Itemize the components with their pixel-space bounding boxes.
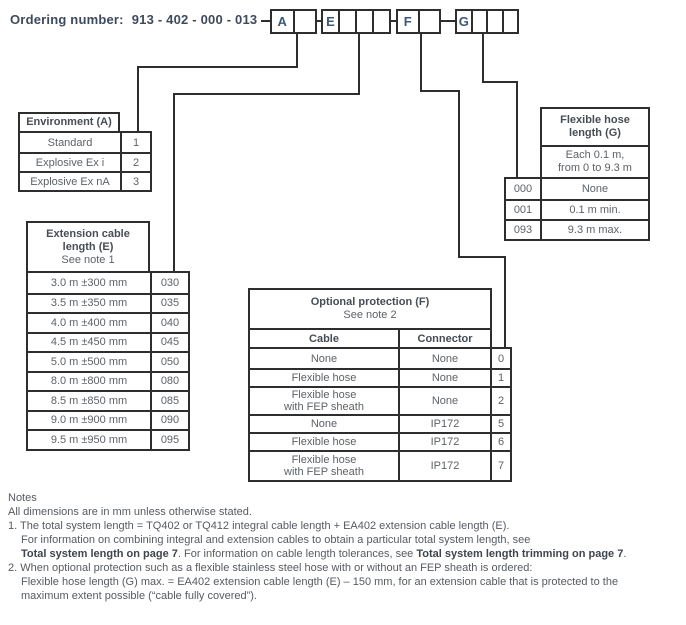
protection-connector-cell: None xyxy=(398,370,490,386)
protection-connector-cell: IP172 xyxy=(398,434,490,450)
flexible-hose-title-line2: length (G) xyxy=(569,127,621,139)
protection-cable-cell: None xyxy=(310,352,338,365)
flexible-hose-table-header xyxy=(540,107,650,145)
table-row xyxy=(28,332,188,352)
extension-table xyxy=(26,271,190,451)
code-blank-cell xyxy=(418,11,440,32)
hose-length-cell: 0.1 m min. xyxy=(540,201,648,219)
extension-length-cell: 3.0 m ±300 mm xyxy=(50,276,128,289)
note-line xyxy=(8,505,680,519)
protection-code-cell: 2 xyxy=(490,388,510,414)
connector-line-e xyxy=(173,93,175,272)
column-header-connector: Connector xyxy=(398,330,490,347)
protection-cable-cell: None xyxy=(310,418,338,430)
notes-section xyxy=(8,491,680,603)
connector-line-e xyxy=(173,93,360,95)
note-text: . For information on cable length tolerances, see xyxy=(177,548,417,560)
flexible-hose-subtitle-line2: from 0 to 9.3 m xyxy=(558,162,632,174)
flexible-hose-table xyxy=(504,177,650,241)
protection-cable-cell: Flexible hose with FEP sheath xyxy=(284,389,364,413)
table-row xyxy=(20,133,150,152)
note-line xyxy=(8,519,680,533)
extension-length-cell: 5.0 m ±500 mm xyxy=(50,355,128,368)
environment-code-cell: 2 xyxy=(120,154,150,171)
environment-label-cell: Standard xyxy=(47,136,93,149)
hose-code-cell: 001 xyxy=(513,204,533,216)
extension-table-note: See note 1 xyxy=(61,253,115,266)
extension-length-cell: 8.0 m ±800 mm xyxy=(50,375,128,388)
protection-code-cell: 5 xyxy=(490,416,510,432)
note-line xyxy=(8,533,680,547)
connector-line-g xyxy=(482,34,484,83)
table-row xyxy=(28,351,188,371)
extension-code-cell: 095 xyxy=(150,431,188,449)
environment-label-cell: Explosive Ex i xyxy=(35,156,105,169)
note-text: . xyxy=(623,548,627,560)
dash-connector xyxy=(316,20,321,22)
table-row xyxy=(250,349,510,368)
code-box-group-a xyxy=(270,9,317,34)
environment-code-cell: 3 xyxy=(120,173,150,190)
extension-length-cell: 4.5 m ±450 mm xyxy=(50,336,128,349)
code-letter-cell-e: E xyxy=(326,14,335,29)
ordering-label: Ordering number: xyxy=(10,12,124,27)
optional-protection-table-header xyxy=(248,288,492,328)
table-row xyxy=(28,390,188,410)
environment-code-cell: 1 xyxy=(120,133,150,152)
table-row xyxy=(28,410,188,430)
protection-connector-cell: IP172 xyxy=(398,452,490,480)
note-text: 1. The total system length = TQ402 or TQ412 integral cable length + EA402 extension cable length (E). xyxy=(8,520,510,532)
note-line xyxy=(8,491,680,505)
note-line xyxy=(8,547,680,561)
flexible-hose-title-line1: Flexible hose xyxy=(560,114,630,126)
extension-code-cell: 045 xyxy=(150,334,188,352)
protection-cable-cell: Flexible hose xyxy=(291,372,357,384)
code-box-group-e xyxy=(321,9,391,34)
extension-length-cell: 4.0 m ±400 mm xyxy=(50,316,128,329)
note-bold-reference: Total system length trimming on page 7 xyxy=(416,548,624,560)
table-row xyxy=(28,371,188,391)
note-line xyxy=(8,589,680,603)
environment-label-cell: Explosive Ex nA xyxy=(30,175,110,188)
extension-table-title-line1: Extension cable xyxy=(46,227,130,240)
connector-line-g xyxy=(482,81,518,83)
dash-connector xyxy=(261,20,270,22)
optional-protection-table xyxy=(248,347,512,482)
extension-code-cell: 080 xyxy=(150,373,188,391)
code-letter-cell-a: A xyxy=(277,14,287,29)
hose-length-cell: None xyxy=(540,179,648,199)
table-row xyxy=(28,312,188,332)
optional-protection-note: See note 2 xyxy=(343,309,397,321)
protection-code-cell: 0 xyxy=(490,349,510,368)
code-blank-cell xyxy=(502,11,518,32)
extension-length-cell: 3.5 m ±350 mm xyxy=(50,297,128,310)
note-text: maximum extent possible (“cable fully covered”). xyxy=(21,590,257,602)
table-row xyxy=(506,219,648,239)
environment-table xyxy=(18,131,152,192)
dash-connector xyxy=(390,20,396,22)
table-row xyxy=(250,386,510,414)
protection-connector-cell: IP172 xyxy=(398,416,490,432)
environment-table-header xyxy=(18,112,120,131)
code-blank-cell xyxy=(486,11,502,32)
table-row xyxy=(506,199,648,219)
note-text: For information on combining integral and extension cables to obtain a particular total system length, see xyxy=(21,534,531,546)
note-line xyxy=(8,575,680,589)
extension-code-cell: 040 xyxy=(150,314,188,332)
table-row xyxy=(250,414,510,432)
table-row xyxy=(250,368,510,386)
code-blank-cell xyxy=(355,11,372,32)
table-row xyxy=(28,293,188,313)
protection-connector-cell: None xyxy=(398,349,490,368)
code-blank-cell xyxy=(372,11,389,32)
extension-code-cell: 085 xyxy=(150,392,188,410)
hose-code-cell: 000 xyxy=(513,183,533,195)
code-box-group-f xyxy=(396,9,441,34)
optional-protection-title: Optional protection (F) xyxy=(310,296,430,308)
column-header-row xyxy=(250,330,490,347)
connector-line-a xyxy=(296,34,298,67)
connector-line-f xyxy=(504,256,506,348)
protection-code-cell: 1 xyxy=(490,370,510,386)
extension-length-cell: 9.5 m ±950 mm xyxy=(50,433,128,446)
extension-table-header xyxy=(26,221,150,271)
connector-line-a xyxy=(137,66,298,68)
note-bold-reference: Total system length on page 7 xyxy=(21,548,178,560)
connector-line-f xyxy=(420,34,422,92)
protection-code-cell: 7 xyxy=(490,452,510,480)
extension-code-cell: 035 xyxy=(150,295,188,313)
code-blank-cell xyxy=(293,11,316,32)
extension-table-title-line2: length (E) xyxy=(62,240,114,253)
code-box-group-g xyxy=(455,9,519,34)
connector-line-g xyxy=(516,81,518,178)
environment-table-title: Environment (A) xyxy=(26,116,112,128)
protection-cable-cell: Flexible hose with FEP sheath xyxy=(284,454,364,478)
code-letter-cell-f: F xyxy=(403,14,412,29)
extension-code-cell: 030 xyxy=(150,273,188,293)
note-text: 2. When optional protection such as a flexible stainless steel hose with or without an FEP sheath is ordered: xyxy=(8,562,533,574)
extension-length-cell: 8.5 m ±850 mm xyxy=(50,394,128,407)
connector-line-e xyxy=(358,34,360,95)
extension-code-cell: 050 xyxy=(150,353,188,371)
extension-code-cell: 090 xyxy=(150,412,188,430)
ordering-number-value: 913 - 402 - 000 - 013 xyxy=(131,12,258,27)
flexible-hose-table-subheader xyxy=(540,145,650,177)
optional-protection-column-headers xyxy=(248,328,492,347)
connector-line-f xyxy=(458,90,460,258)
table-row xyxy=(20,171,150,190)
dash-connector xyxy=(440,20,455,22)
code-letter-cell-g: G xyxy=(458,14,469,29)
column-header-cable: Cable xyxy=(309,332,339,345)
protection-connector-cell: None xyxy=(398,388,490,414)
table-row xyxy=(28,273,188,293)
protection-cable-cell: Flexible hose xyxy=(291,436,357,448)
protection-code-cell: 6 xyxy=(490,434,510,450)
code-blank-cell xyxy=(338,11,355,32)
table-row xyxy=(506,179,648,199)
flexible-hose-subtitle-line1: Each 0.1 m, xyxy=(565,149,625,161)
ordering-number-heading xyxy=(10,12,257,27)
table-row xyxy=(250,432,510,450)
connector-line-f xyxy=(458,256,506,258)
note-text: Notes xyxy=(8,492,37,504)
note-line xyxy=(8,561,680,575)
extension-length-cell: 9.0 m ±900 mm xyxy=(50,414,128,427)
hose-code-cell: 093 xyxy=(513,224,533,236)
table-row xyxy=(28,429,188,449)
note-text: All dimensions are in mm unless otherwise stated. xyxy=(8,506,252,518)
note-text: Flexible hose length (G) max. = EA402 extension cable length (E) – 150 mm, for an extension cable that is protected to the xyxy=(21,576,619,588)
table-row xyxy=(20,152,150,171)
hose-length-cell: 9.3 m max. xyxy=(540,221,648,239)
code-blank-cell xyxy=(471,11,487,32)
connector-line-a xyxy=(137,66,139,132)
table-row xyxy=(250,450,510,480)
connector-line-f xyxy=(420,90,460,92)
